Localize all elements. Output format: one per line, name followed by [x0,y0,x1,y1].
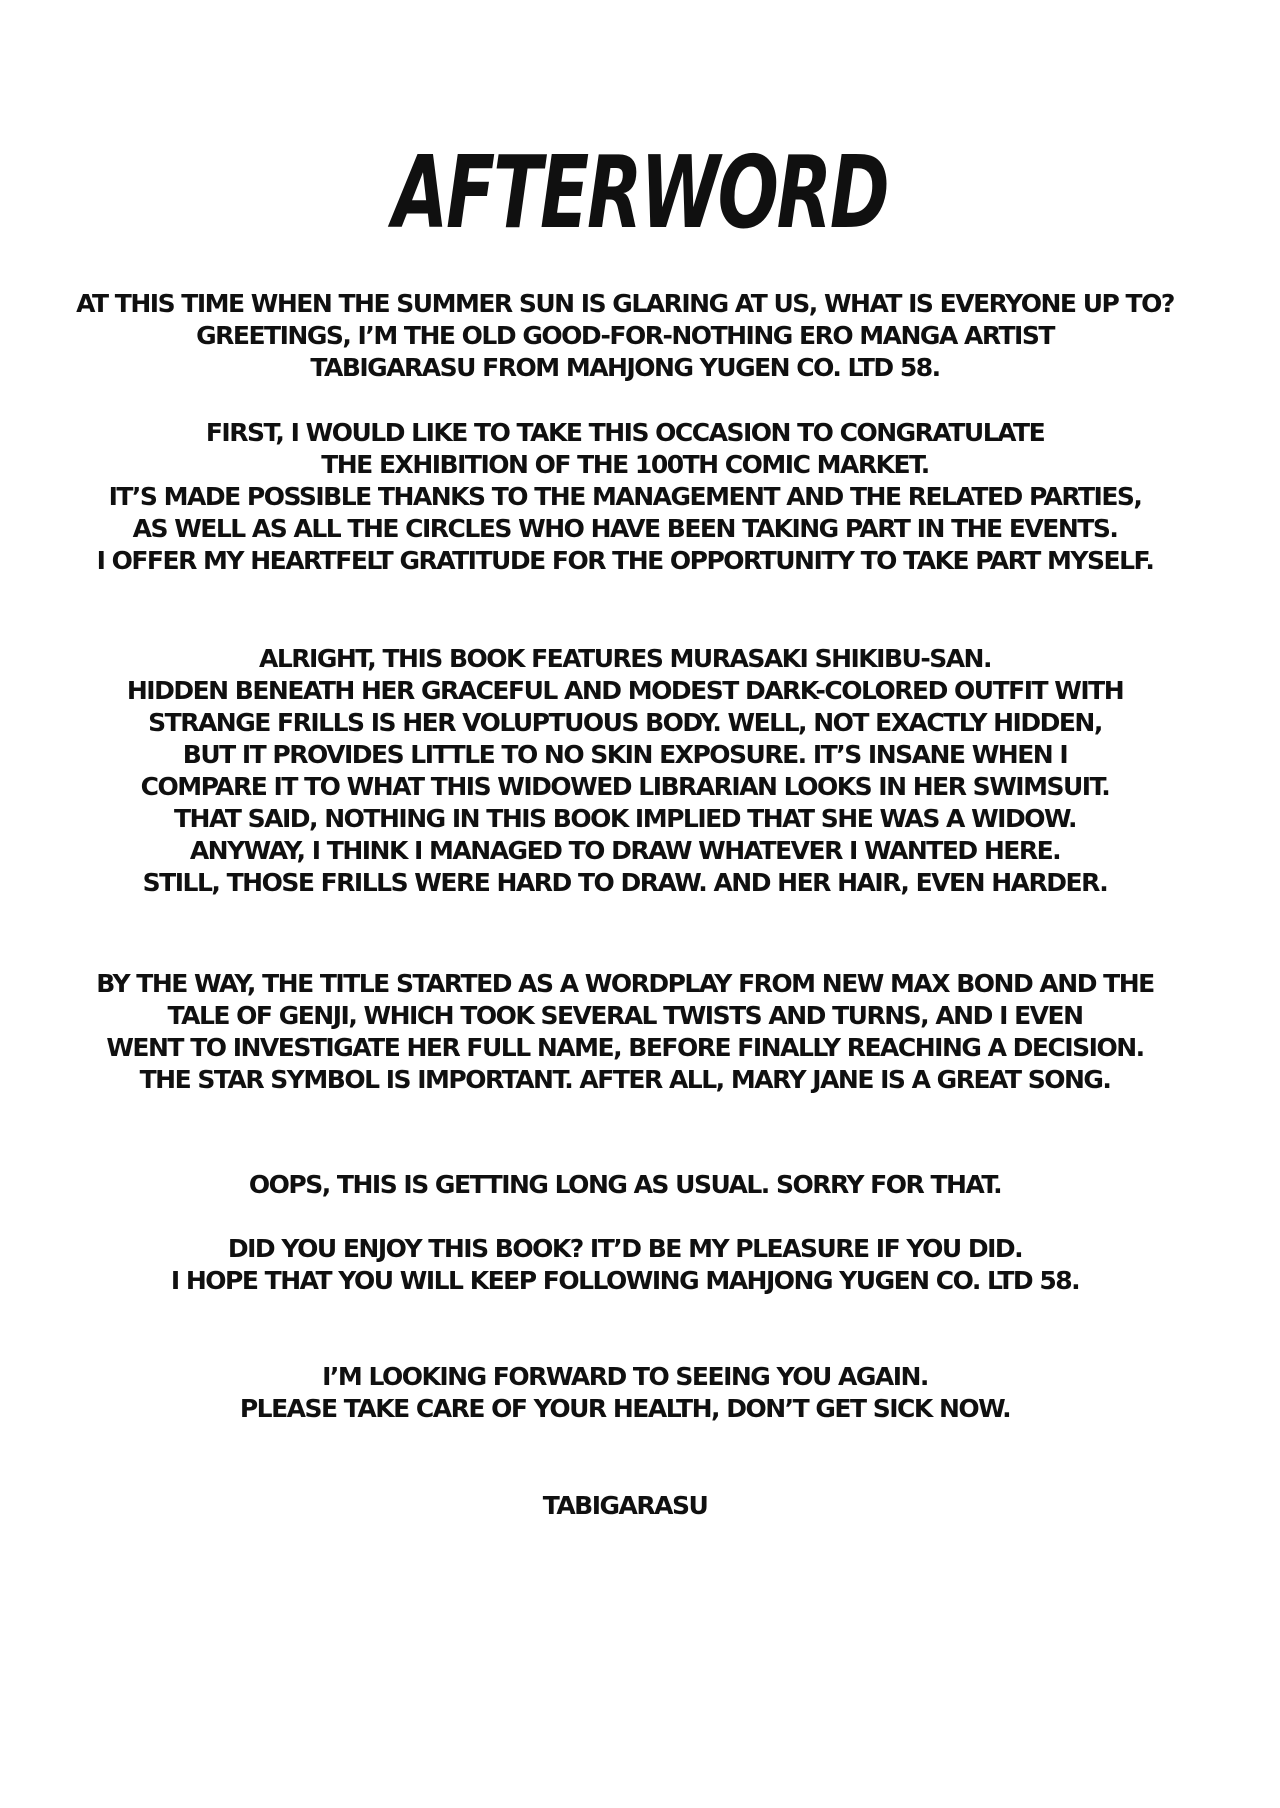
text-line: THE STAR SYMBOL IS IMPORTANT. AFTER ALL, MARY JANE IS A GREAT SONG. [139,1065,1111,1094]
afterword-paragraph-book-contents [45,643,1205,899]
text-line: ALRIGHT, THIS BOOK FEATURES MURASAKI SHIKIBU-SAN. [259,644,991,673]
text-line: THE EXHIBITION OF THE 100TH COMIC MARKET. [321,450,929,479]
text-line: PLEASE TAKE CARE OF YOUR HEALTH, DON’T GET SICK NOW. [239,1394,1011,1423]
text-line: GREETINGS, I’M THE OLD GOOD-FOR-NOTHING ERO MANGA ARTIST [196,321,1054,350]
afterword-paragraph-comiket-congrats [45,417,1205,577]
text-line: STILL, THOSE FRILLS WERE HARD TO DRAW. AND HER HAIR, EVEN HARDER. [142,868,1108,897]
text-line: TABIGARASU FROM MAHJONG YUGEN CO. LTD 58. [310,353,940,382]
text-line: HIDDEN BENEATH HER GRACEFUL AND MODEST DARK-COLORED OUTFIT WITH [126,676,1124,705]
text-line: AS WELL AS ALL THE CIRCLES WHO HAVE BEEN TAKING PART IN THE EVENTS. [132,514,1118,543]
text-line: THAT SAID, NOTHING IN THIS BOOK IMPLIED THAT SHE WAS A WIDOW. [174,804,1076,833]
afterword-paragraph-thanks [45,1233,1205,1297]
afterword-paragraph-greeting [45,288,1205,384]
text-line: DID YOU ENJOY THIS BOOK? IT’D BE MY PLEASURE IF YOU DID. [227,1234,1023,1263]
text-line: FIRST, I WOULD LIKE TO TAKE THIS OCCASION TO CONGRATULATE [205,418,1045,447]
text-line: TALE OF GENJI, WHICH TOOK SEVERAL TWISTS AND TURNS, AND I EVEN [167,1001,1083,1030]
page-title: AFTERWORD [392,134,888,251]
text-line: I’M LOOKING FORWARD TO SEEING YOU AGAIN. [322,1362,928,1391]
text-line: OOPS, THIS IS GETTING LONG AS USUAL. SORRY FOR THAT. [248,1170,1002,1199]
afterword-paragraph-farewell [45,1361,1205,1425]
text-line: BUT IT PROVIDES LITTLE TO NO SKIN EXPOSURE. IT’S INSANE WHEN I [182,740,1068,769]
text-line: IT’S MADE POSSIBLE THANKS TO THE MANAGEMENT AND THE RELATED PARTIES, [108,482,1142,511]
text-line: WENT TO INVESTIGATE HER FULL NAME, BEFORE FINALLY REACHING A DECISION. [106,1033,1144,1062]
text-line: AT THIS TIME WHEN THE SUMMER SUN IS GLARING AT US, WHAT IS EVERYONE UP TO? [76,289,1174,318]
text-line: BY THE WAY, THE TITLE STARTED AS A WORDPLAY FROM NEW MAX BOND AND THE [96,969,1154,998]
text-line: STRANGE FRILLS IS HER VOLUPTUOUS BODY. WELL, NOT EXACTLY HIDDEN, [148,708,1102,737]
text-line: COMPARE IT TO WHAT THIS WIDOWED LIBRARIAN LOOKS IN HER SWIMSUIT. [140,772,1110,801]
text-line: I OFFER MY HEARTFELT GRATITUDE FOR THE OPPORTUNITY TO TAKE PART MYSELF. [96,546,1154,575]
afterword-paragraph-apology [45,1169,1205,1201]
afterword-paragraph-title-origin [45,968,1205,1096]
text-line: I HOPE THAT YOU WILL KEEP FOLLOWING MAHJONG YUGEN CO. LTD 58. [170,1266,1080,1295]
text-line: ANYWAY, I THINK I MANAGED TO DRAW WHATEVER I WANTED HERE. [189,836,1061,865]
author-signature: TABIGARASU [542,1491,708,1520]
